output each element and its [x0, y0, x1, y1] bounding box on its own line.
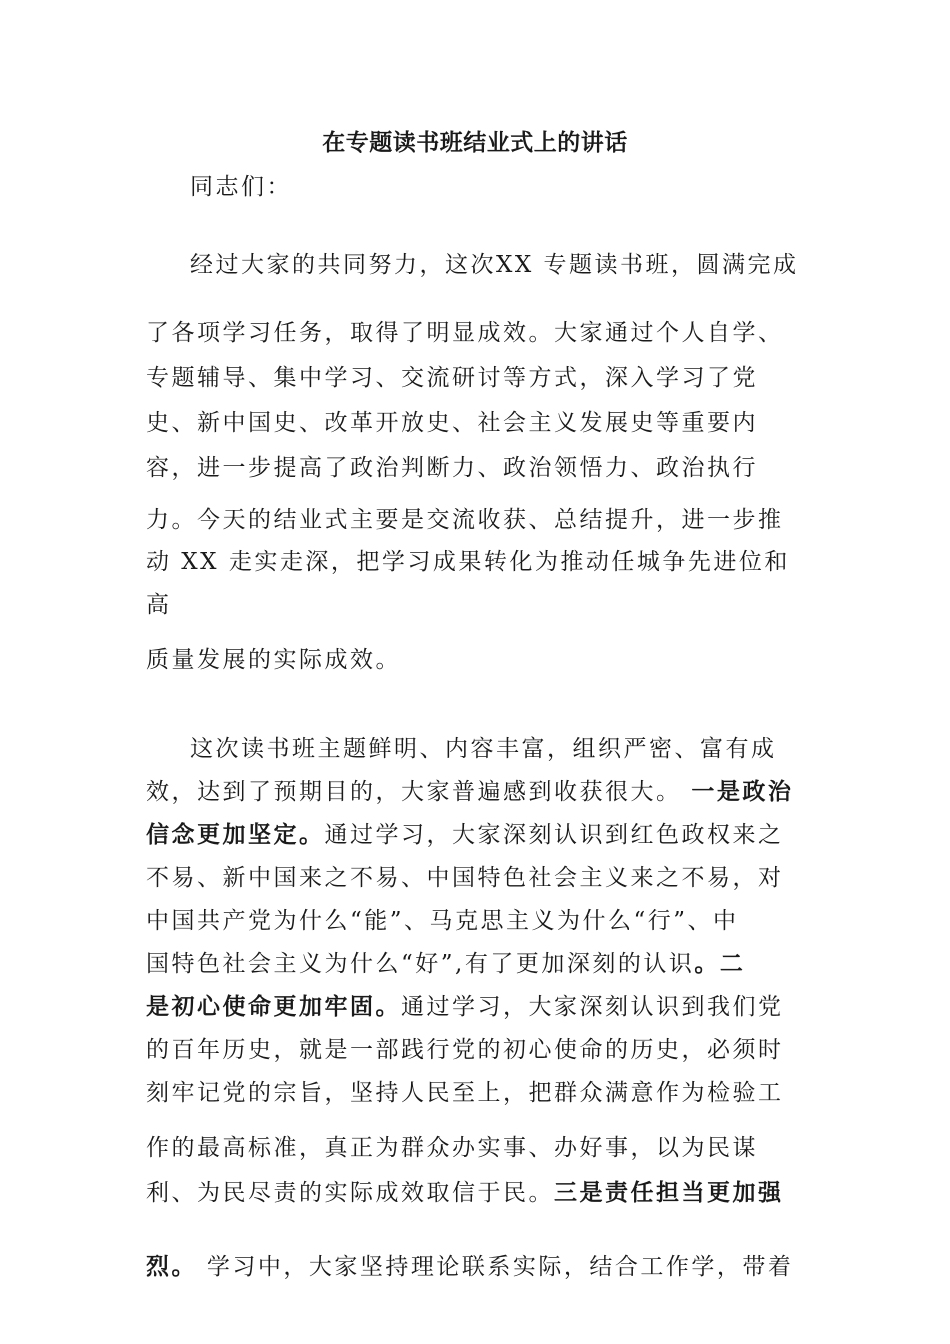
point-one-heading-end: 信念更加坚定。 [146, 822, 325, 848]
paragraph-2-line-11 [146, 1178, 784, 1208]
point-three-text: 学习中，大家坚持理论联系实际，结合工作学，带着 [206, 1254, 794, 1280]
paragraph-2-line-8: 的百年历史，就是一部践行党的初心使命的历史，必须时 [146, 1037, 784, 1063]
paragraph-1-line-7: 动 XX 走实走深，把学习成果转化为推动任城争先进位和 [146, 549, 790, 575]
paragraph-2-line-9: 刻牢记党的宗旨，坚持人民至上，把群众满意作为检验工 [146, 1080, 784, 1106]
paragraph-2-line-7 [146, 992, 784, 1022]
point-three-heading-end: 烈。 [146, 1254, 197, 1280]
paragraph-1-line-1: 经过大家的共同努力，这次XX 专题读书班，圆满完成 [190, 252, 799, 278]
paragraph-1-line-9: 质量发展的实际成效。 [146, 647, 401, 673]
paragraph-2-line-4: 不易、新中国来之不易、中国特色社会主义来之不易，对 [146, 865, 784, 891]
paragraph-2-line-10: 作的最高标准，真正为群众办实事、办好事，以为民谋 [146, 1135, 758, 1161]
point-one-text: 通过学习，大家深刻认识到红色政权来之 [324, 822, 784, 848]
point-one-heading-start: 一是政治 [691, 779, 794, 805]
paragraph-2-line-12 [146, 1252, 793, 1282]
point-three-heading-start: 三是责任担当更加强 [554, 1180, 784, 1206]
point-two-text-end: 利、为民尽责的实际成效取信于民。 [146, 1180, 554, 1206]
paragraph-2-text: 效，达到了预期目的，大家普遍感到收获很大。 [146, 779, 682, 805]
paragraph-1-line-8: 高 [146, 592, 172, 618]
paragraph-2-line-3 [146, 820, 784, 850]
paragraph-1-line-3: 专题辅导、集中学习、交流研讨等方式，深入学习了党 [146, 365, 758, 391]
paragraph-2-line-2 [146, 777, 793, 807]
salutation: 同志们： [190, 174, 292, 200]
point-two-text: 通过学习，大家深刻认识到我们党 [401, 994, 784, 1020]
paragraph-1-line-6: 力。今天的结业式主要是交流收获、总结提升，进一步推 [146, 507, 784, 533]
point-one-text-end: 国特色社会主义为什么“好”,有了更加深刻的认识 [146, 951, 695, 977]
point-two-heading-start: 。二 [694, 951, 746, 977]
paragraph-1-line-2: 了各项学习任务，取得了明显成效。大家通过个人自学、 [146, 320, 784, 346]
paragraph-1-line-5: 容，进一步提高了政治判断力、政治领悟力、政治执行 [146, 455, 758, 481]
paragraph-2-line-5: 中国共产党为什么“能”、马克思主义为什么“行”、中 [146, 908, 739, 934]
paragraph-2-line-6 [146, 949, 745, 979]
point-two-heading-end: 是初心使命更加牢固。 [146, 994, 401, 1020]
paragraph-1-line-4: 史、新中国史、改革开放史、社会主义发展史等重要内 [146, 410, 758, 436]
document-title: 在专题读书班结业式上的讲话 [322, 130, 628, 156]
paragraph-2-line-1: 这次读书班主题鲜明、内容丰富，组织严密、富有成 [190, 736, 777, 762]
